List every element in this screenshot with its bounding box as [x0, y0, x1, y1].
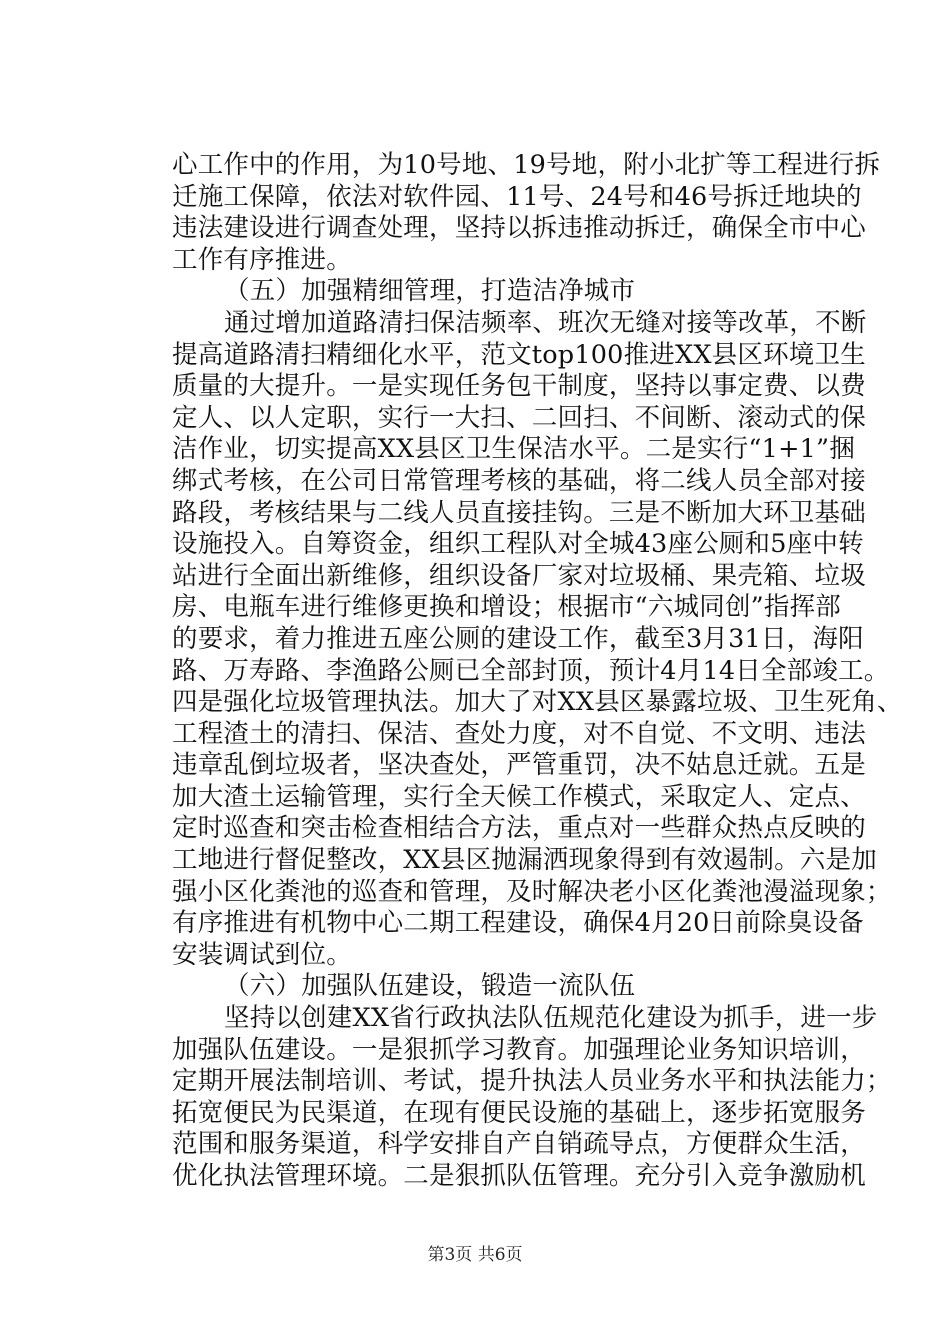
text-line: 优化执法管理环境。二是狠抓队伍管理。充分引入竞争激励机: [172, 1161, 866, 1191]
text-line: 定人、以人定职，实行一大扫、二回扫、不间断、滚动式的保: [172, 402, 866, 433]
text-line: 定期开展法制培训、考试，提升执法人员业务水平和执法能力；: [172, 1066, 892, 1097]
text-line: 强小区化粪池的巡查和管理，及时解决老小区化粪池漫溢现象；: [172, 876, 892, 907]
paragraph-start: 坚持以创建XX省行政执法队伍规范化建设为抓手，进一步: [224, 1003, 878, 1034]
paragraph-start: 通过增加道路清扫保洁频率、班次无缝对接等改革，不断: [224, 307, 867, 338]
text-line: 绑式考核，在公司日常管理考核的基础，将二线人员全部对接: [172, 465, 866, 496]
section-heading: （五）加强精细管理，打造洁净城市: [224, 276, 636, 307]
text-line: 有序推进有机物中心二期工程建设，确保4月20日前除臭设备: [172, 908, 864, 939]
text-line: 路、万寿路、李渔路公厕已全部封顶，预计4月14日全部竣工。: [172, 655, 890, 686]
section-heading: （六）加强队伍建设，锻造一流队伍: [224, 971, 636, 1002]
text-line: 四是强化垃圾管理执法。加大了对XX县区暴露垃圾、卫生死角、: [172, 687, 903, 718]
text-line: 工程渣土的清扫、保洁、查处力度，对不自觉、不文明、违法: [172, 718, 866, 749]
text-line: 安装调试到位。: [172, 939, 352, 970]
page-number-footer: 第3页 共6页: [427, 1245, 523, 1265]
text-line: 迁施工保障，依法对软件园、11号、24号和46号拆迁地块的: [172, 181, 862, 212]
text-line: 路段，考核结果与二线人员直接挂钩。三是不断加大环卫基础: [172, 497, 866, 528]
text-line: 质量的大提升。一是实现任务包干制度，坚持以事定费、以费: [172, 371, 866, 402]
text-line: 加强队伍建设。一是狠抓学习教育。加强理论业务知识培训，: [172, 1034, 866, 1065]
text-line: 违法建设进行调查处理，坚持以拆违推动拆迁，确保全市中心: [172, 213, 866, 244]
text-line: 站进行全面出新维修，组织设备厂家对垃圾桶、果壳箱、垃圾: [172, 560, 866, 591]
text-line: 拓宽便民为民渠道，在现有便民设施的基础上，逐步拓宽服务: [172, 1097, 866, 1128]
text-line: 工地进行督促整改，XX县区抛漏洒现象得到有效遏制。六是加: [172, 845, 877, 876]
text-line: 设施投入。自筹资金，组织工程队对全城43座公厕和5座中转: [172, 529, 864, 560]
text-line: 的要求，着力推进五座公厕的建设工作，截至3月31日，海阳: [172, 623, 864, 654]
text-line: 洁作业，切实提高XX县区卫生保洁水平。二是实行“1+1”捆: [172, 434, 855, 465]
text-line: 定时巡查和突击检查相结合方法，重点对一些群众热点反映的: [172, 813, 866, 844]
text-line: 房、电瓶车进行维修更换和增设；根据市“六城同创”指挥部: [172, 592, 841, 623]
text-line: 违章乱倒垃圾者，坚决查处，严管重罚，决不姑息迁就。五是: [172, 750, 866, 781]
text-line: 心工作中的作用，为10号地、19号地，附小北扩等工程进行拆: [172, 150, 881, 180]
text-line: 加大渣土运输管理，实行全天候工作模式，采取定人、定点、: [172, 781, 866, 812]
body-text: [172, 150, 903, 1193]
text-line: 范围和服务渠道，科学安排自产自销疏导点，方便群众生活，: [172, 1129, 866, 1160]
text-line: 提高道路清扫精细化水平，范文top100推进XX县区环境卫生: [172, 339, 866, 370]
text-line: 工作有序推进。: [172, 244, 352, 275]
